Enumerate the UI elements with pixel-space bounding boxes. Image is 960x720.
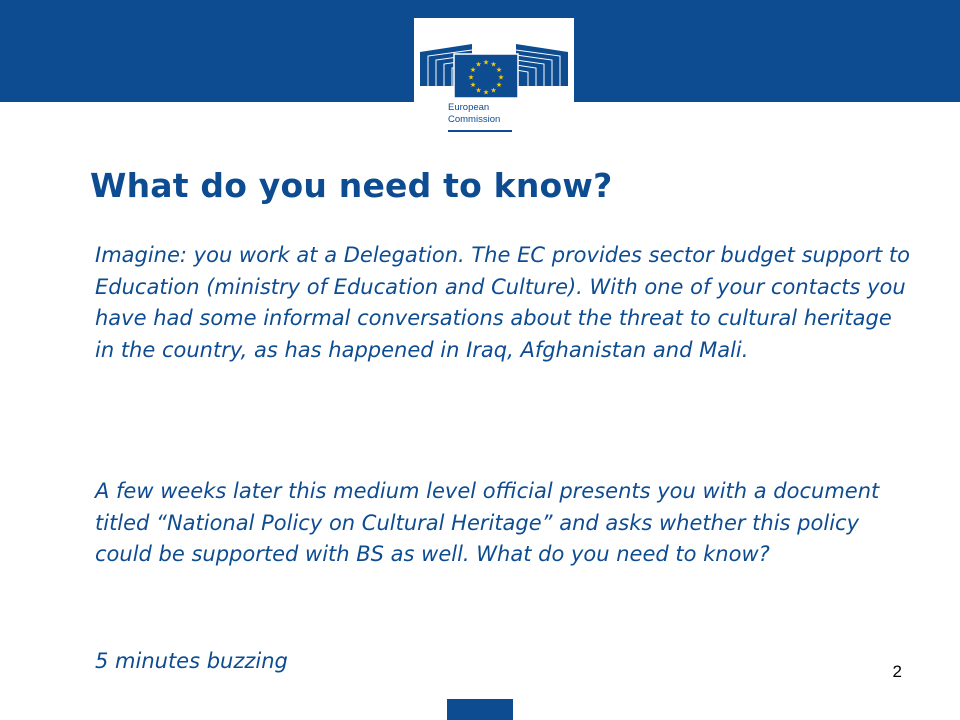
logo-line-2: Commission	[448, 114, 501, 125]
svg-text:★: ★	[497, 73, 505, 82]
svg-text:★: ★	[482, 58, 490, 67]
svg-text:★: ★	[490, 60, 497, 69]
activity-instruction: 5 minutes buzzing	[95, 649, 288, 673]
svg-text:★: ★	[490, 86, 497, 95]
page-number: 2	[892, 662, 902, 681]
footer-tab	[447, 699, 513, 720]
eu-flag-icon	[454, 54, 518, 98]
logo-line-1: European	[448, 102, 490, 113]
svg-text:★: ★	[469, 66, 477, 74]
svg-text:★: ★	[482, 88, 490, 97]
slide-title: What do you need to know?	[90, 166, 613, 205]
svg-text:★: ★	[469, 81, 477, 89]
svg-text:★: ★	[475, 86, 482, 95]
follow-up-paragraph: A few weeks later this medium level official presents you with a document titled “National Policy on Cultural Heritage” and asks whether this policy could be supported with BS as well. What do you need to know?	[95, 479, 880, 566]
logo-wordmark	[448, 102, 568, 126]
svg-text:★: ★	[475, 60, 482, 69]
svg-text:★: ★	[467, 73, 475, 82]
svg-text:★: ★	[495, 66, 503, 74]
svg-text:★: ★	[495, 81, 503, 89]
scenario-paragraph: Imagine: you work at a Delegation. The EC provides sector budget support to Education (ministry of Education and Culture). With one of your contacts you have had some informal conversations about the threat to cultural heritage in the country, as has happened in Iraq, Afghanistan and Mali.	[95, 243, 910, 362]
european-commission-logo-icon	[414, 18, 574, 136]
